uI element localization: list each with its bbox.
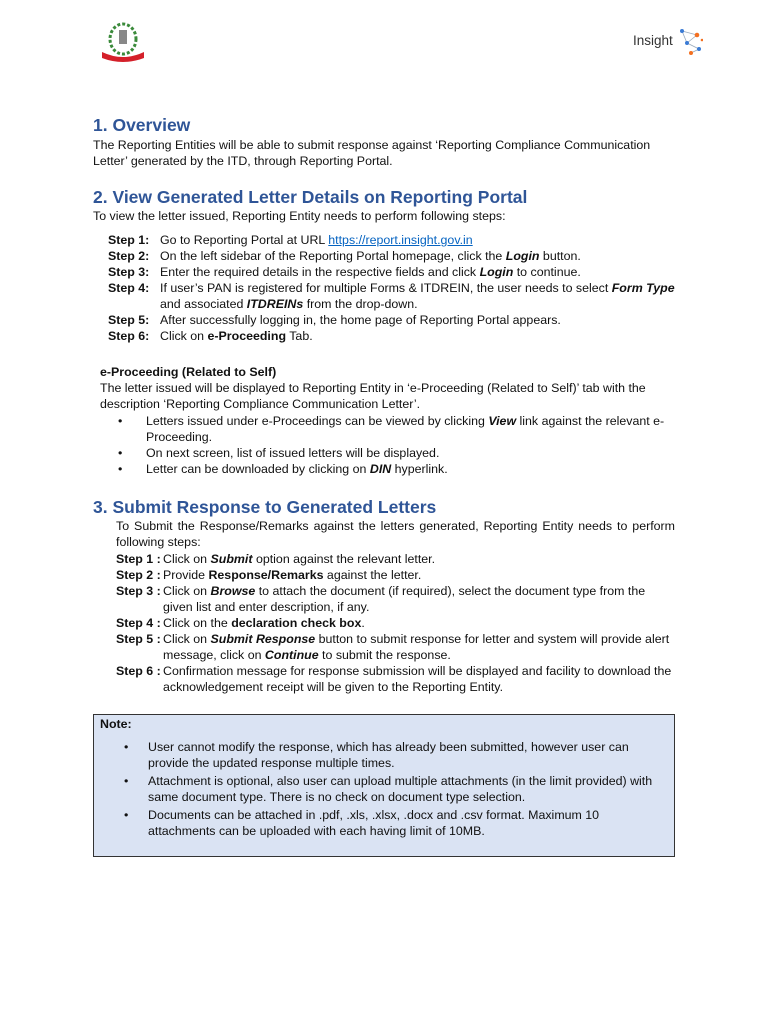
text-segment: To Submit the Response/Remarks against the letters generated, Reporting Entity needs to perform following steps: xyxy=(116,519,675,549)
text-segment: DIN xyxy=(369,462,392,476)
step-label: Step 6 : xyxy=(116,664,161,678)
text-segment: Form Type xyxy=(611,281,675,295)
step-text xyxy=(163,663,676,695)
bullet-text xyxy=(146,413,676,445)
note-title: Note: xyxy=(100,717,132,731)
text-segment: button to submit response for letter and system will provide alert message, click on xyxy=(163,632,670,662)
step-text xyxy=(163,583,676,615)
note-box xyxy=(93,714,675,857)
text-segment: Provide xyxy=(163,568,209,582)
text-segment: Click on xyxy=(163,584,211,598)
text-segment: On next screen, list of issued letters will be displayed. xyxy=(146,446,440,460)
step-row xyxy=(108,312,678,328)
step-row xyxy=(108,328,678,344)
text-segment: declaration check box xyxy=(231,616,362,630)
text-segment: Submit Response xyxy=(210,632,316,646)
text-segment: to attach the document (if required), select the document type from the given list and enter description, if any. xyxy=(163,584,646,614)
text-segment: Go to Reporting Portal at URL xyxy=(160,233,329,247)
step-text xyxy=(160,312,561,328)
insight-network-icon xyxy=(677,27,703,55)
submit-response-heading: 3. Submit Response to Generated Letters xyxy=(93,497,437,517)
text-segment: The Reporting Entities will be able to submit response against ‘Reporting Compliance Communication Letter’ generated by the ITD, through Reporting Portal. xyxy=(93,138,651,168)
step-label: Step 2: xyxy=(108,249,150,263)
step-label: Step 4: xyxy=(108,281,150,295)
step-row xyxy=(116,551,676,567)
bullet-text xyxy=(148,739,656,771)
text-segment: button. xyxy=(539,249,581,263)
step-text xyxy=(160,280,678,312)
text-segment: Tab. xyxy=(286,329,313,343)
view-letter-intro xyxy=(93,208,675,224)
text-segment: View xyxy=(488,414,517,428)
step-label: Step 1: xyxy=(108,233,150,247)
step-row xyxy=(116,567,676,583)
submit-response-intro xyxy=(116,518,675,550)
step-row xyxy=(116,583,676,615)
overview-heading: 1. Overview xyxy=(93,115,191,135)
text-segment: to continue. xyxy=(513,265,581,279)
text-segment: Response/Remarks xyxy=(208,568,324,582)
e-proceeding-bullets xyxy=(100,413,676,477)
bullet-item xyxy=(116,773,656,805)
text-segment: Login xyxy=(479,265,514,279)
portal-url-link[interactable]: https://report.insight.gov.in xyxy=(328,233,473,247)
step-row xyxy=(116,663,676,695)
text-segment: Documents can be attached in .pdf, .xls, .xlsx, .docx and .csv format. Maximum 10 attachments can be uploaded with each having limit of 10MB. xyxy=(148,808,600,838)
text-segment: Click on xyxy=(163,632,211,646)
step-label: Step 4 : xyxy=(116,616,161,630)
text-segment: link against the relevant e-Proceeding. xyxy=(146,414,665,444)
step-text xyxy=(163,567,421,583)
text-segment: Login xyxy=(505,249,540,263)
overview-paragraph xyxy=(93,137,675,169)
bullet-icon: • xyxy=(118,446,123,460)
step-text xyxy=(163,551,435,567)
bullet-icon: • xyxy=(124,740,129,754)
bullet-item xyxy=(116,739,656,771)
text-segment: Enter the required details in the respective fields and click xyxy=(160,265,480,279)
e-proceeding-paragraph xyxy=(100,380,676,412)
text-segment: The letter issued will be displayed to Reporting Entity in ‘e-Proceeding (Related to Self)’ tab with the description ‘Reporting Compliance Communication Letter’. xyxy=(100,381,646,411)
text-segment: Submit xyxy=(210,552,253,566)
text-segment: and associated xyxy=(160,297,247,311)
step-text xyxy=(160,248,581,264)
text-segment: e-Proceeding xyxy=(207,329,287,343)
step-text xyxy=(163,631,676,663)
e-proceeding-subheading: e-Proceeding (Related to Self) xyxy=(100,365,277,379)
bullet-item xyxy=(100,461,676,477)
step-text xyxy=(163,615,365,631)
bullet-item xyxy=(100,445,676,461)
step-text xyxy=(160,328,313,344)
step-label: Step 5: xyxy=(108,313,150,327)
text-segment: If user’s PAN is registered for multiple Forms & ITDREIN, the user needs to select xyxy=(160,281,612,295)
insight-logo-text: Insight xyxy=(633,33,673,48)
submit-response-steps xyxy=(116,551,676,695)
text-segment: User cannot modify the response, which has already been submitted, however user can provide the updated response multiple times. xyxy=(148,740,629,770)
text-segment: ITDREINs xyxy=(246,297,304,311)
bullet-text xyxy=(146,445,439,461)
bullet-text xyxy=(146,461,448,477)
bullet-icon: • xyxy=(124,774,129,788)
step-row xyxy=(116,631,676,663)
text-segment: On the left sidebar of the Reporting Portal homepage, click the xyxy=(160,249,506,263)
text-segment: Attachment is optional, also user can upload multiple attachments (in the limit provided) with same document type. There is no check on document type selection. xyxy=(148,774,653,804)
text-segment: To view the letter issued, Reporting Entity needs to perform following steps: xyxy=(93,209,506,223)
bullet-icon: • xyxy=(118,414,123,428)
bullet-text xyxy=(148,773,656,805)
step-text xyxy=(160,232,473,248)
bullet-icon: • xyxy=(118,462,123,476)
step-label: Step 1 : xyxy=(116,552,161,566)
step-row xyxy=(108,264,678,280)
text-segment: hyperlink. xyxy=(391,462,448,476)
text-segment: Click on xyxy=(163,552,211,566)
income-tax-department-logo xyxy=(100,22,146,62)
step-label: Step 3: xyxy=(108,265,150,279)
view-letter-heading: 2. View Generated Letter Details on Reporting Portal xyxy=(93,187,528,207)
text-segment: against the letter. xyxy=(323,568,422,582)
text-segment: Letters issued under e-Proceedings can be viewed by clicking xyxy=(146,414,489,428)
bullet-text xyxy=(148,807,656,839)
bullet-icon: • xyxy=(124,808,129,822)
view-letter-steps xyxy=(108,232,678,344)
text-segment: Letter can be downloaded by clicking on xyxy=(146,462,370,476)
step-label: Step 2 : xyxy=(116,568,161,582)
text-segment: to submit the response. xyxy=(318,648,451,662)
text-segment: . xyxy=(361,616,365,630)
text-segment: Browse xyxy=(210,584,256,598)
note-bullets xyxy=(116,739,656,841)
step-row xyxy=(108,248,678,264)
insight-logo xyxy=(633,27,703,55)
step-row xyxy=(108,280,678,312)
bullet-item xyxy=(100,413,676,445)
step-row xyxy=(116,615,676,631)
step-label: Step 6: xyxy=(108,329,150,343)
text-segment: option against the relevant letter. xyxy=(252,552,436,566)
text-segment: After successfully logging in, the home page of Reporting Portal appears. xyxy=(160,313,561,327)
text-segment: from the drop-down. xyxy=(303,297,418,311)
step-label: Step 5 : xyxy=(116,632,161,646)
step-row xyxy=(108,232,678,248)
text-segment: Click on xyxy=(160,329,208,343)
bullet-item xyxy=(116,807,656,839)
step-text xyxy=(160,264,581,280)
step-label: Step 3 : xyxy=(116,584,161,598)
text-segment: Click on the xyxy=(163,616,232,630)
text-segment: Continue xyxy=(264,648,319,662)
text-segment: Confirmation message for response submission will be displayed and facility to download the acknowledgement receipt will be given to the Reporting Entity. xyxy=(163,664,672,694)
